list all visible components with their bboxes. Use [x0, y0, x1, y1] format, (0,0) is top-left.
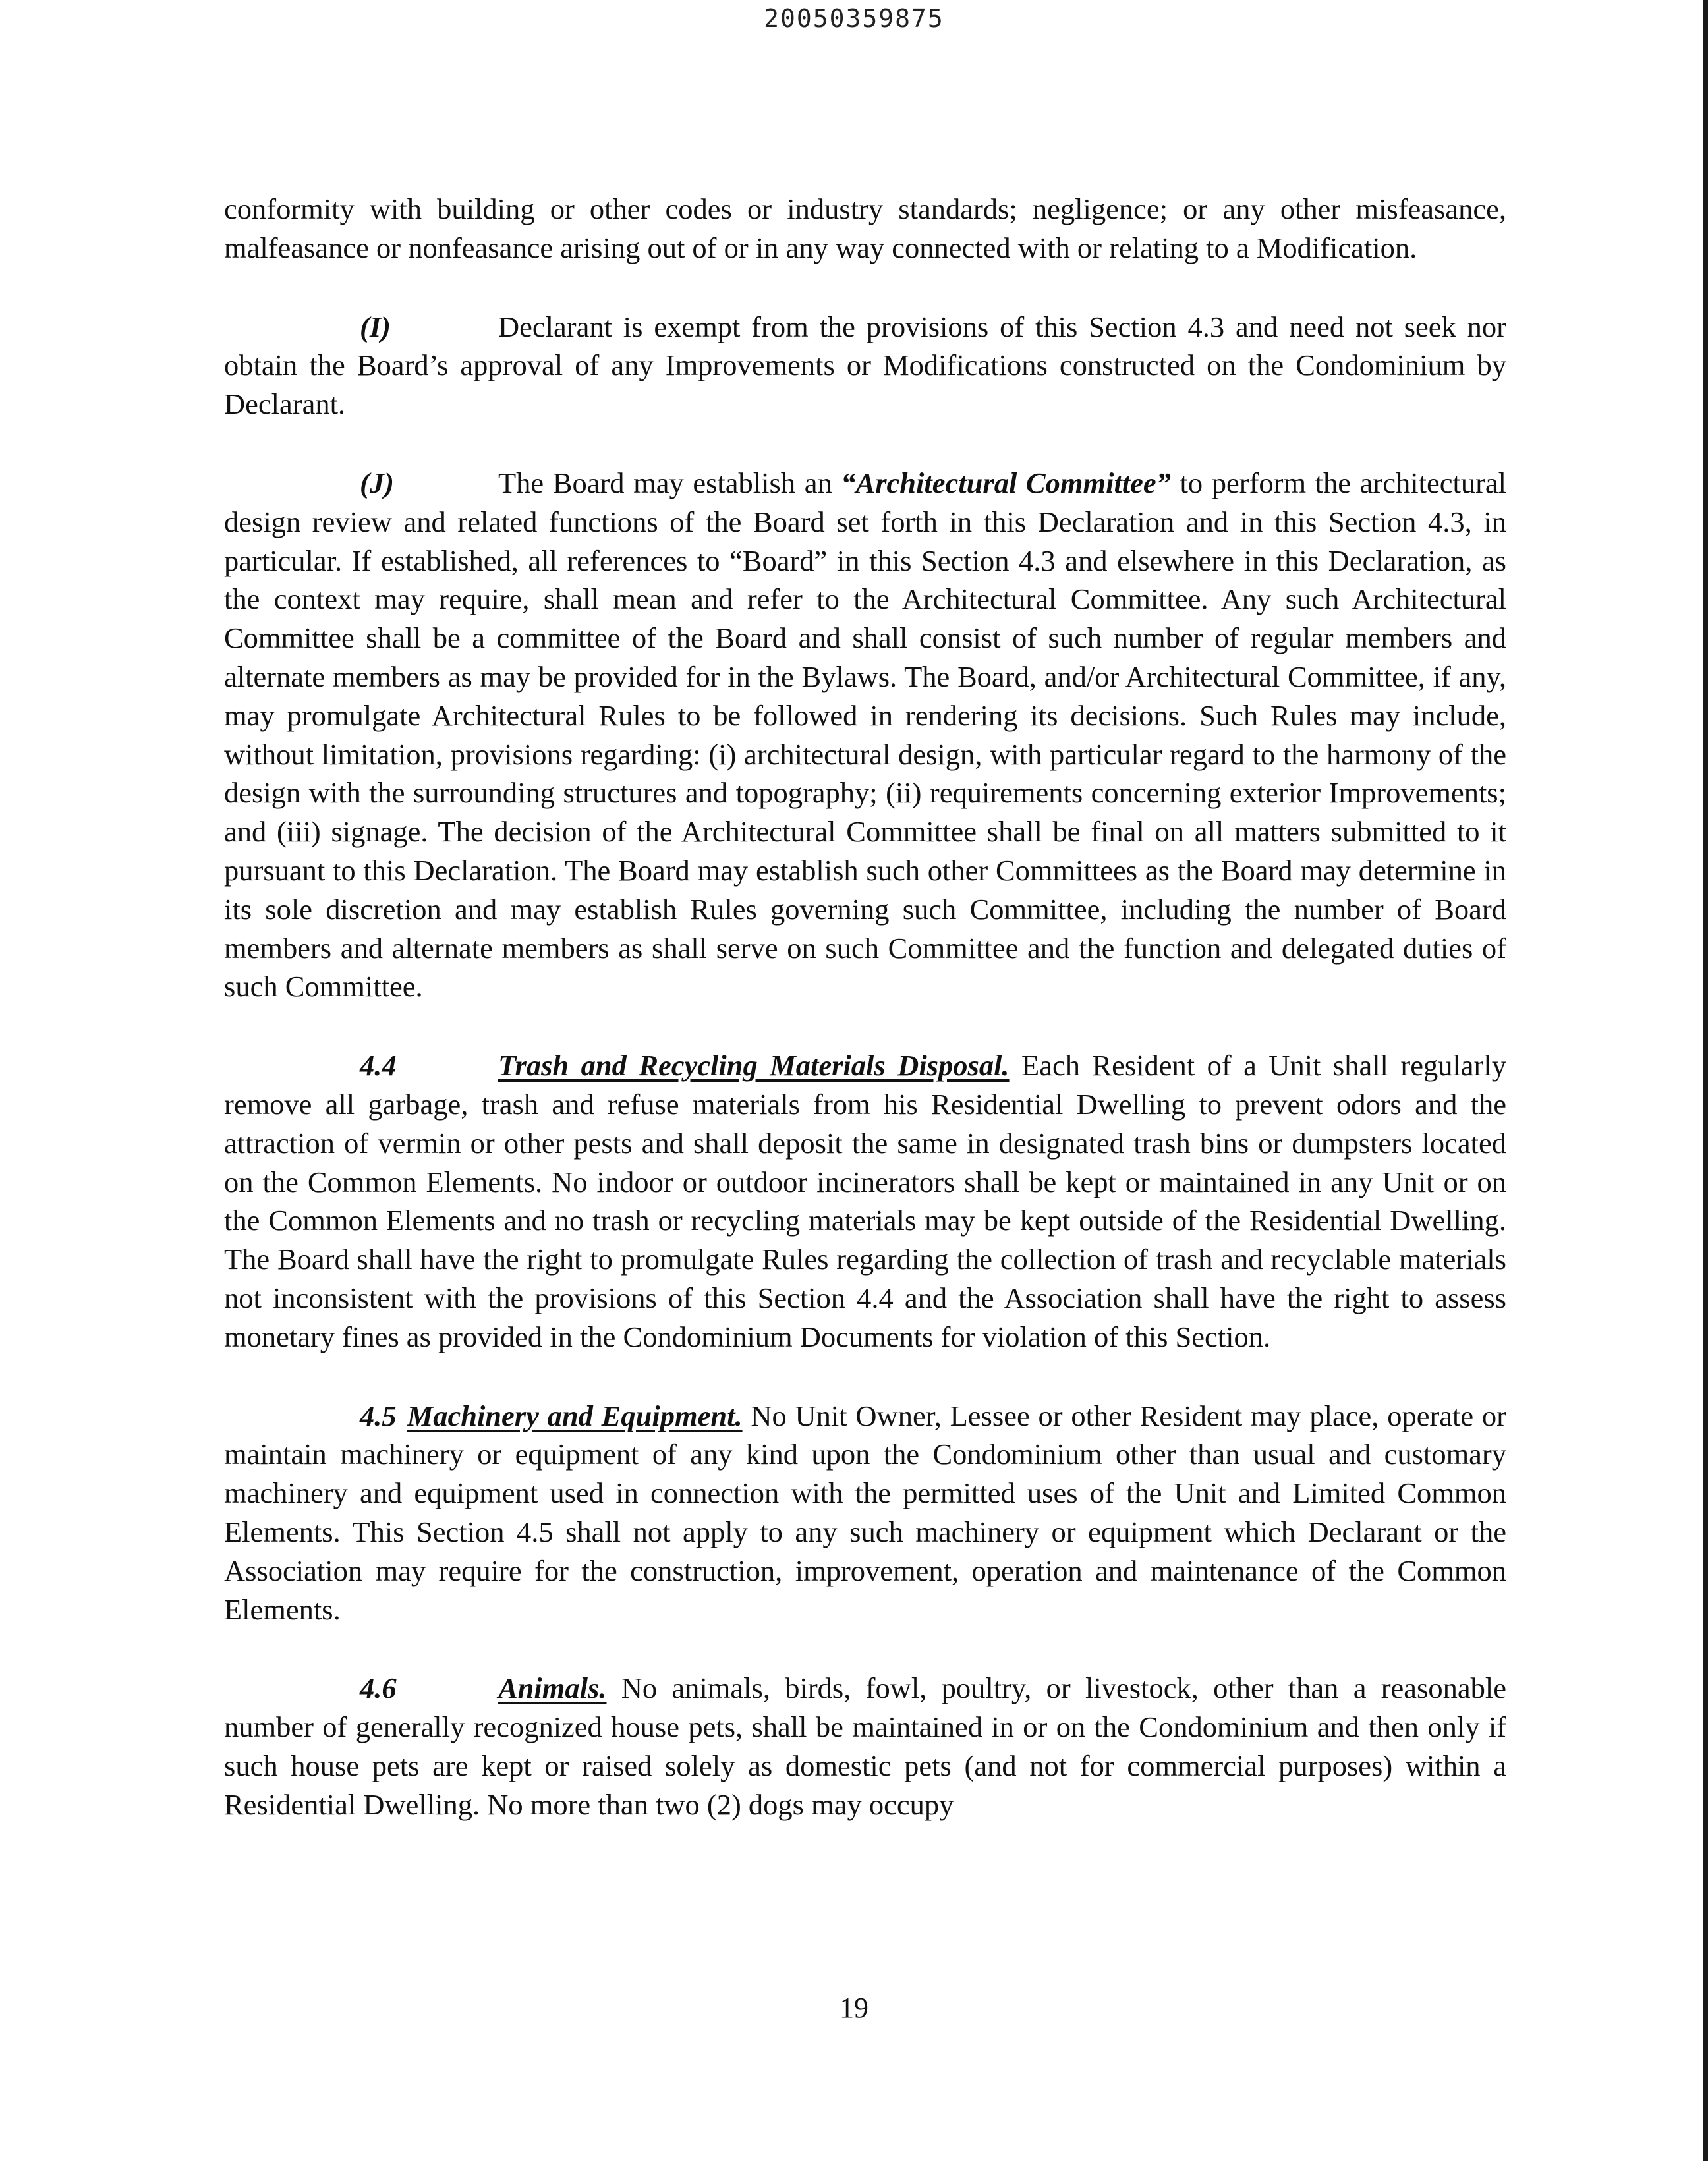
paragraph-j-text-before: The Board may establish an: [498, 466, 841, 499]
paragraph-i-text: Declarant is exempt from the provisions of this Section 4.3 and need not seek nor obtain the Board’s approval of any Improvements or Modifications constructed on the Condominium by Declarant.: [224, 310, 1506, 421]
section-4-6: [224, 1669, 1506, 1824]
section-4-4: [224, 1046, 1506, 1356]
paragraph-i: [224, 308, 1506, 424]
section-4-5-title: Machinery and Equipment.: [407, 1399, 743, 1432]
section-4-6-text: No animals, birds, fowl, poultry, or livestock, other than a reasonable number of generally recognized house pets, shall be maintained in or on the Condominium and then only if such house pets are kept or raised solely as domestic pets (and not for commercial purposes) within a Residential Dwelling. No more than two (2) dogs may occupy: [224, 1671, 1506, 1821]
paragraph-i-marker: (I): [360, 310, 391, 343]
page-body: [224, 190, 1506, 1864]
section-4-5-text: No Unit Owner, Lessee or other Resident may place, operate or maintain machinery or equipment of any kind upon the Condominium other than usual and customary machinery and equipment used in connection with the permitted uses of the Unit and Limited Common Elements. This Section 4.5 shall not apply to any such machinery or equipment which Declarant or the Association may require for the construction, improvement, operation and maintenance of the Common Elements.: [224, 1399, 1506, 1626]
section-4-4-number: 4.4: [360, 1049, 397, 1082]
section-4-5-number: 4.5: [360, 1399, 397, 1432]
section-4-6-number: 4.6: [360, 1671, 397, 1705]
paragraph-j-text-after: to perform the architectural design review and related functions of the Board set forth in this Declaration and in this Section 4.3, in particular. If established, all references to “Board” in this Section 4.3 and elsewhere in this Declaration, as the context may require, shall mean and refer to the Architectural Committee. Any such Architectural Committee shall be a committee of the Board and shall consist of such number of regular members and alternate members as may be provided for in the Bylaws. The Board, and/or Architectural Committee, if any, may promulgate Architectural Rules to be followed in rendering its decisions. Such Rules may include, without limitation, provisions regarding: (i) architectural design, with particular regard to the harmony of the design with the surrounding structures and topography; (ii) requirements concerning exterior Improvements; and (iii) signage. The decision of the Architectural Committee shall be final on all matters submitted to it pursuant to this Declaration. The Board may establish such other Committees as the Board may determine in its sole discretion and may establish Rules governing such Committee, including the number of Board members and alternate members as shall serve on such Committee and the function and delegated duties of such Committee.: [224, 466, 1506, 1003]
carryover-text: conformity with building or other codes or industry standards; negligence; or any other misfeasance, malfeasance or nonfeasance arising out of or in any way connected with or relating to a Modification.: [224, 192, 1506, 264]
carryover-paragraph: [224, 190, 1506, 267]
paragraph-j: [224, 464, 1506, 1006]
scan-edge-shadow: [1703, 0, 1708, 2161]
section-4-5: [224, 1397, 1506, 1629]
document-number: 20050359875: [764, 4, 944, 33]
defined-term-architectural-committee: “Architectural Committee”: [841, 466, 1171, 499]
section-4-4-text: Each Resident of a Unit shall regularly remove all garbage, trash and refuse materials from his Residential Dwelling to prevent odors and the attraction of vermin or other pests and shall deposit the same in designated trash bins or dumpsters located on the Common Elements. No indoor or outdoor incinerators shall be kept or maintained in any Unit or on the Common Elements and no trash or recycling materials may be kept outside of the Residential Dwelling. The Board shall have the right to promulgate Rules regarding the collection of trash and recyclable materials not inconsistent with the provisions of this Section 4.4 and the Association shall have the right to assess monetary fines as provided in the Condominium Documents for violation of this Section.: [224, 1049, 1506, 1353]
paragraph-j-marker: (J): [360, 466, 394, 499]
section-4-6-title: Animals.: [498, 1671, 607, 1705]
section-4-4-title: Trash and Recycling Materials Disposal.: [498, 1049, 1010, 1082]
page-number: 19: [840, 1992, 868, 2024]
